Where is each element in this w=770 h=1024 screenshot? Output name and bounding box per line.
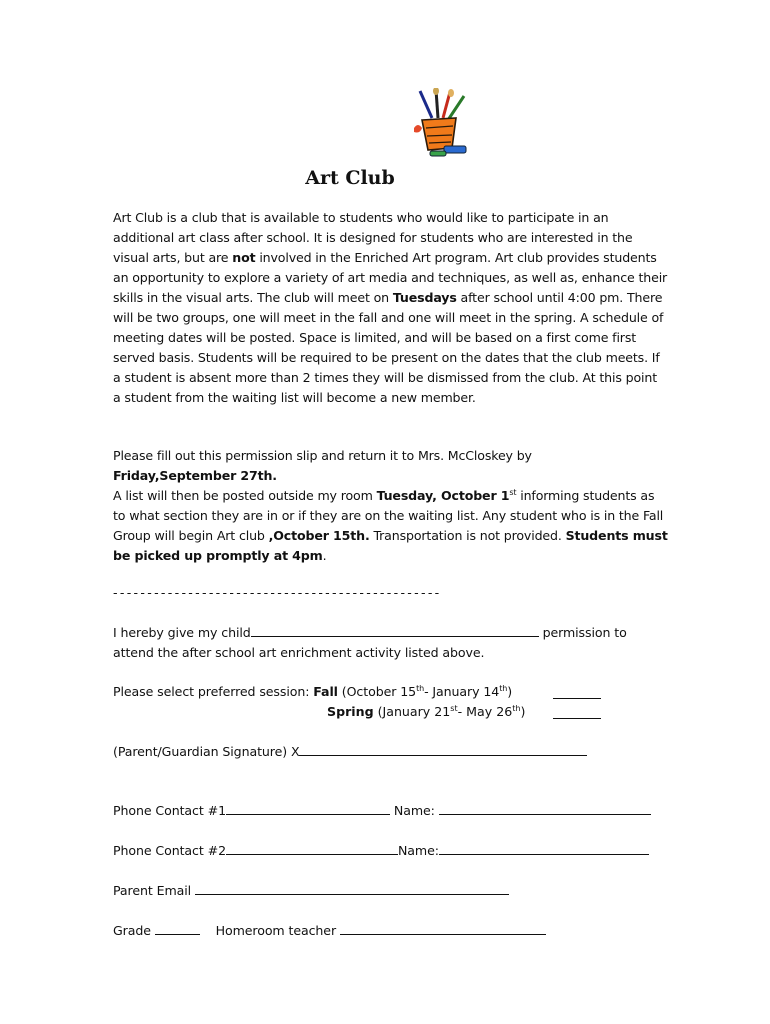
phone-1-name-field[interactable] <box>439 802 651 815</box>
session-fall-row: Please select preferred session: Fall (October 15th- January 14th) <box>113 684 513 699</box>
phone-2-field[interactable] <box>226 842 398 855</box>
signature-field[interactable] <box>299 743 587 756</box>
phone-contact-2-row: Phone Contact #2 Name: <box>113 842 649 858</box>
page-title: Art Club <box>305 167 395 189</box>
phone-2-name-field[interactable] <box>439 842 649 855</box>
child-name-field[interactable] <box>251 624 539 637</box>
signature-row: (Parent/Guardian Signature) X <box>113 743 587 759</box>
deadline-date: Friday,September 27th. <box>113 468 277 483</box>
parent-email-row: Parent Email <box>113 882 509 898</box>
phone-1-field[interactable] <box>226 802 390 815</box>
art-supplies-logo <box>410 88 472 160</box>
grade-homeroom-row: Grade Homeroom teacher <box>113 922 546 938</box>
session-spring-row: Spring (January 21st- May 26th) <box>327 704 526 719</box>
phone-contact-1-row: Phone Contact #1 Name: <box>113 802 651 818</box>
spring-select-field[interactable] <box>553 706 601 719</box>
cut-line: ------------------------------------------------ <box>113 585 442 600</box>
parent-email-field[interactable] <box>195 882 509 895</box>
homeroom-teacher-field[interactable] <box>340 922 546 935</box>
permission-line: I hereby give my child permission to <box>113 625 627 640</box>
grade-field[interactable] <box>155 922 200 935</box>
fall-select-field[interactable] <box>553 686 601 699</box>
club-description: Art Club is a club that is available to students who would like to participate in an additional art class after school. It is designed for students who are interested in the visual arts, but are not involved in the Enriched Art program. Art club provides students an opportunity to explore a variety of art media and techniques, as well as, enhance their skills in the visual arts. The club will meet on Tuesdays after school until 4:00 pm. There will be two groups, one will meet in the fall and one will meet in the spring. A schedule of meeting dates will be posted. Space is limited, and will be based on a first come first served basis. Students will be required to be present on the dates that the club meets. If a student is absent more than 2 times they will be dismissed from the club. At this point a student from the waiting list will become a new member. <box>113 210 668 405</box>
permission-instructions: Please fill out this permission slip and return it to Mrs. McCloskey by Friday,September 27th. A list will then be posted outside my room Tuesday, October 1st informing students as to what section they are in or if they are on the waiting list. Any student who is in the Fall Group will begin Art club ,October 15th. Transportation is not provided. Students must be picked up promptly at 4pm. <box>113 448 668 563</box>
art-supplies-cup-icon <box>410 88 472 160</box>
permission-line-2: attend the after school art enrichment activity listed above. <box>113 645 485 660</box>
